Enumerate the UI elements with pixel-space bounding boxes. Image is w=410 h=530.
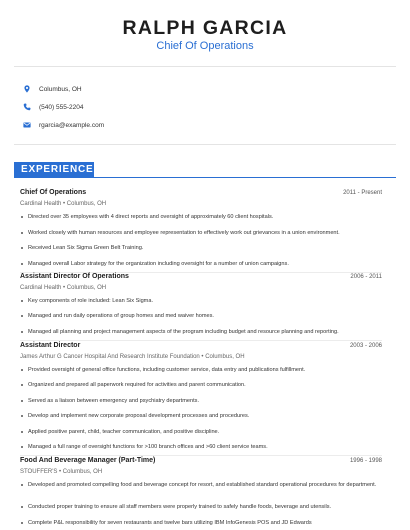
job-date: 2006 - 2011 <box>350 274 382 280</box>
job-company: STOUFFER'S • Columbus, OH <box>20 469 103 475</box>
job-entry <box>20 457 382 526</box>
contact-location <box>22 84 82 94</box>
job-bullet: Organized and prepared all paperwork required for activities and parent communication. <box>28 381 380 389</box>
contact-phone <box>22 102 83 112</box>
job-title: Assistant Director Of Operations <box>20 273 129 280</box>
job-date: 1996 - 1998 <box>349 458 382 464</box>
job-bullet: Managed all planning and project management aspects of the program including budget and resource planning and reporting. <box>28 328 380 336</box>
candidate-name: RALPH GARCIA <box>122 17 288 39</box>
job-entry <box>20 273 382 335</box>
job-date: 2011 - Present <box>343 190 382 196</box>
section-title-experience: EXPERIENCE <box>14 162 94 178</box>
job-bullet: Applied positive parent, child, teacher communication, and positive discipline. <box>28 428 380 436</box>
location-pin-icon <box>22 84 32 94</box>
job-bullet: Directed over 35 employees with 4 direct reports and oversight of approximately 60 client hospitals. <box>28 213 380 221</box>
job-title: Assistant Director <box>20 342 81 349</box>
job-bullet: Develop and implement new corporate proposal development processes and procedures. <box>28 412 380 420</box>
job-separator <box>20 455 382 456</box>
job-bullet: Provided oversight of general office functions, including customer service, data entry and publications fulfillment. <box>28 366 380 374</box>
job-company: Cardinal Health • Columbus, OH <box>20 285 107 291</box>
header-divider <box>14 66 396 67</box>
job-bullet: Worked closely with human resources and employee representation to effectively work out grievances in a union environment. <box>28 229 380 237</box>
job-separator <box>20 340 382 341</box>
job-bullet: Received Lean Six Sigma Green Belt Training. <box>28 244 380 252</box>
job-bullet: Managed and run daily operations of group homes and med waiver homes. <box>28 312 380 320</box>
candidate-role: Chief Of Operations <box>156 40 254 52</box>
contact-divider <box>14 144 396 145</box>
contact-email-text[interactable]: rgarcia@example.com <box>39 121 105 129</box>
job-title: Food And Beverage Manager (Part-Time) <box>20 457 156 464</box>
job-bullet: Developed and promoted compelling food and beverage concept for resort, and established standard operational procedures for department. <box>28 481 380 489</box>
job-bullet: Managed a full range of oversight functions for >100 branch offices and >60 client service teams. <box>28 443 380 451</box>
contact-phone-text: (540) 555-2204 <box>39 103 84 111</box>
email-icon <box>22 120 32 130</box>
job-date: 2003 - 2006 <box>349 343 382 349</box>
section-underline <box>14 177 396 178</box>
job-bullet: Conducted proper training to ensure all staff members were properly trained to safely handle foods, beverage and utensils. <box>28 503 380 511</box>
job-title: Chief Of Operations <box>20 189 87 196</box>
job-entry <box>20 342 382 450</box>
job-bullet: Complete P&L responsibility for seven restaurants and twelve bars utilizing IBM InfoGenesis POS and JD Edwards <box>28 519 380 527</box>
contact-location-text: Columbus, OH <box>39 85 82 93</box>
job-entry <box>20 189 382 267</box>
phone-icon <box>22 102 32 112</box>
job-bullet: Served as a liaison between emergency and psychiatry departments. <box>28 397 380 405</box>
job-bullet: Managed overall Labor strategy for the organization including oversight for a number of union campaigns. <box>28 260 380 268</box>
job-bullet: Key components of role included: Lean Six Sigma. <box>28 297 380 305</box>
job-company: James Arthur G Cancer Hospital And Research Institute Foundation • Columbus, OH <box>20 354 245 360</box>
contact-email[interactable] <box>22 120 104 130</box>
job-company: Cardinal Health • Columbus, OH <box>20 201 107 207</box>
